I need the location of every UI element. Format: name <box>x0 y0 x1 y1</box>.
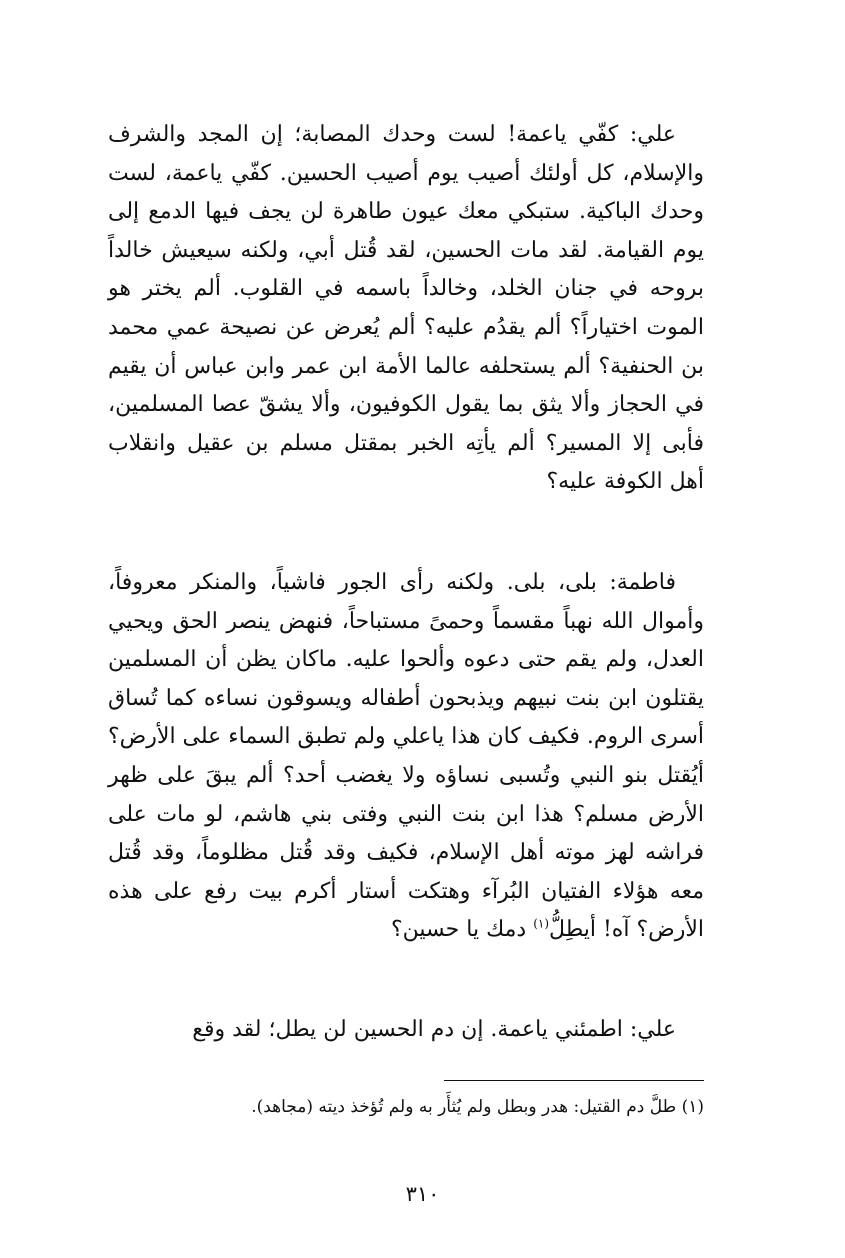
paragraph-fatima <box>108 564 704 950</box>
paragraph-ali-1: علي: كفّي ياعمة! لست وحدك المصابة؛ إن المجد والشرف والإسلام، كل أولئك أصيب يوم أصيب الحسين. كفّي ياعمة، لست وحدك الباكية. ستبكي معك عيون طاهرة لن يجف فيها الدمع إلى يوم القيامة. لقد مات الحسين، لقد قُتل أبي، ولكنه سيعيش خالداً بروحه في جنان الخلد، وخالداً باسمه في القلوب. ألم يختر هو الموت اختياراً؟ ألم يقدُم عليه؟ ألم يُعرض عن نصيحة عمي محمد بن الحنفية؟ ألم يستحلفه عالما الأمة ابن عمر وابن عباس أن يقيم في الحجاز وألا يثق بما يقول الكوفيون، وألا يشقّ عصا المسلمين، فأبى إلا المسير؟ ألم يأتِه الخبر بمقتل مسلم بن عقيل وانقلاب أهل الكوفة عليه؟ <box>108 122 704 495</box>
footnote-text: (١) طلَّ دم القتيل: هدر وبطل ولم يُثأَر به ولم تُؤخذ ديته (مجاهد). <box>251 1097 704 1117</box>
paragraph-fatima-text: فاطمة: بلى، بلى. ولكنه رأى الجور فاشياً، والمنكر معروفاً، وأموال الله نهباً مقسماً وحمىً مستباحاً، فنهض ينصر الحق ويحيي العدل، ولم يقم حتى دعوه وألحوا عليه. ماكان يظن أن المسلمين يقتلون ابن بنت نبيهم ويذبحون أطفاله ويسوقون نساءه كما تُساق أسرى الروم. فكيف كان هذا ياعلي ولم تطبق السماء على الأرض؟ أيُقتل بنو النبي وتُسبى نساؤه ولا يغضب أحد؟ ألم يبقَ على ظهر الأرض مسلم؟ هذا ابن بنت النبي وفتى بني هاشم، لو مات على فراشه لهز موته أهل الإسلام، فكيف وقد قُتل مظلوماً، وقد قُتل معه هؤلاء الفتيان البُرآء وهتكت أستار أكرم بيت رفع على هذه الأرض؟ آه! أيطِلُّ <box>108 570 704 943</box>
footnote-marker: (١) <box>533 917 550 932</box>
footnote-divider <box>444 1080 704 1081</box>
page-number: ٣١٠ <box>405 1182 440 1206</box>
paragraph-fatima-end: دمك يا حسين؟ <box>390 917 534 943</box>
paragraph-ali-2: علي: اطمئني ياعمة. إن دم الحسين لن يطل؛ لقد وقع <box>192 1017 676 1042</box>
